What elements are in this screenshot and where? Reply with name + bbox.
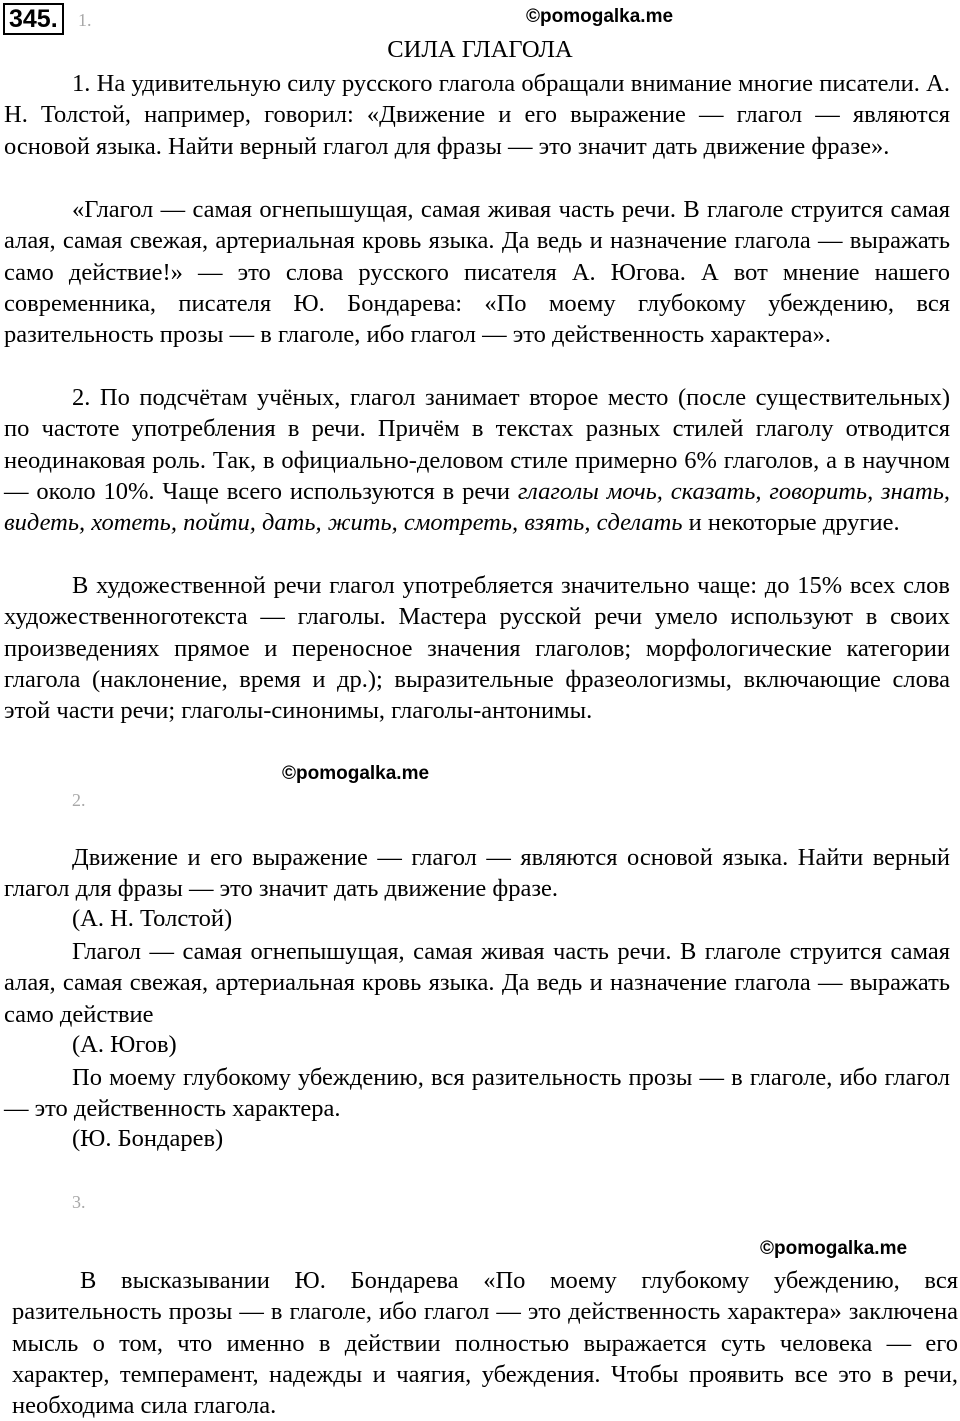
paragraph-1: 1. На удивительную силу русского глагола обращали внимание многие писатели. А. Н. Толстой, например, говорил: «Движение и его выражение — глагол — являются основой языка. Найти верный глагол для фразы — это значит дать движение фразе».: [4, 70, 950, 160]
paragraph-3-ending: и некоторые другие.: [682, 509, 900, 537]
section-label-1: 1.: [78, 10, 92, 30]
quote-bondarev: По моему глубокому убеждению, вся разительность прозы — в глаголе, ибо глагол — это действенность характера.: [4, 1064, 950, 1123]
watermark-2: ©pomogalka.me: [282, 763, 430, 784]
watermark: ©pomogalka.me: [526, 6, 674, 27]
section-label-2: 2.: [72, 790, 86, 810]
verb-examples: глаголы мочь, сказать, говорить, знать, видеть, хотеть, пойти, дать, жить, смотреть, взять, сделать: [4, 477, 950, 537]
paragraph-2: «Глагол — самая огнепышущая, самая живая часть речи. В глаголе струится самая алая, самая свежая, артериальная кровь языка. Да ведь и назначение глагола — выражать само действие!» — это слова русского писателя А. Югова. А вот мнение нашего современника, писателя Ю. Бондарева: «По моему глубокому убеждению, вся разительность прозы — в глаголе, ибо глагол — это действенность характера».: [4, 196, 950, 349]
author-bondarev: (Ю. Бондарев): [72, 1125, 224, 1152]
watermark-3: ©pomogalka.me: [760, 1238, 908, 1259]
quote-tolstoy: Движение и его выражение — глагол — являются основой языка. Найти верный глагол для фразы — это значит дать движение фразе.: [4, 844, 950, 903]
text-title: СИЛА ГЛАГОЛА: [387, 36, 573, 63]
paragraph-3: [4, 382, 950, 538]
quote-yugov: Глагол — самая огнепышущая, самая живая часть речи. В глаголе струится самая алая, самая свежая, артериальная кровь языка. Да ведь и назначение глагола — выражать само действие: [4, 938, 950, 1028]
author-tolstoy: (А. Н. Толстой): [72, 905, 233, 932]
paragraph-3-text: 2. По подсчётам учёных, глагол занимает второе место (после существительных) по частоте употребления в речи. Причём в текстах разных стилей глаголу отводится неодинаковая роль. Так, в официально-деловом стиле примерно 6% глаголов, а в научном — около 10%. Чаще всего используются в речи: [4, 384, 950, 505]
exercise-number: 345.: [3, 3, 64, 35]
section-label-3: 3.: [72, 1192, 86, 1212]
conclusion-text: В высказывании Ю. Бондарева «По моему глубокому убеждению, вся разительность прозы — в глаголе, ибо глагол — это действенность характера» заключена мысль о том, что именно в действии полностью выражается суть человека — его характер, темперамент, надежды и чаягия, убеждения. Чтобы проявить все это в речи, необходима сила глагола.: [12, 1267, 958, 1420]
paragraph-4: В художественной речи глагол употребляется значительно чаще: до 15% всех слов художественноготекста — глаголы. Мастера русской речи умело используют в своих произведениях прямое и переносное значения глаголов; морфологические категории глагола (наклонение, время и др.); выразительные фразеологизмы, включающие слова этой части речи; глаголы-синонимы, глаголы-антонимы.: [4, 572, 950, 725]
author-yugov: (А. Югов): [72, 1031, 177, 1058]
